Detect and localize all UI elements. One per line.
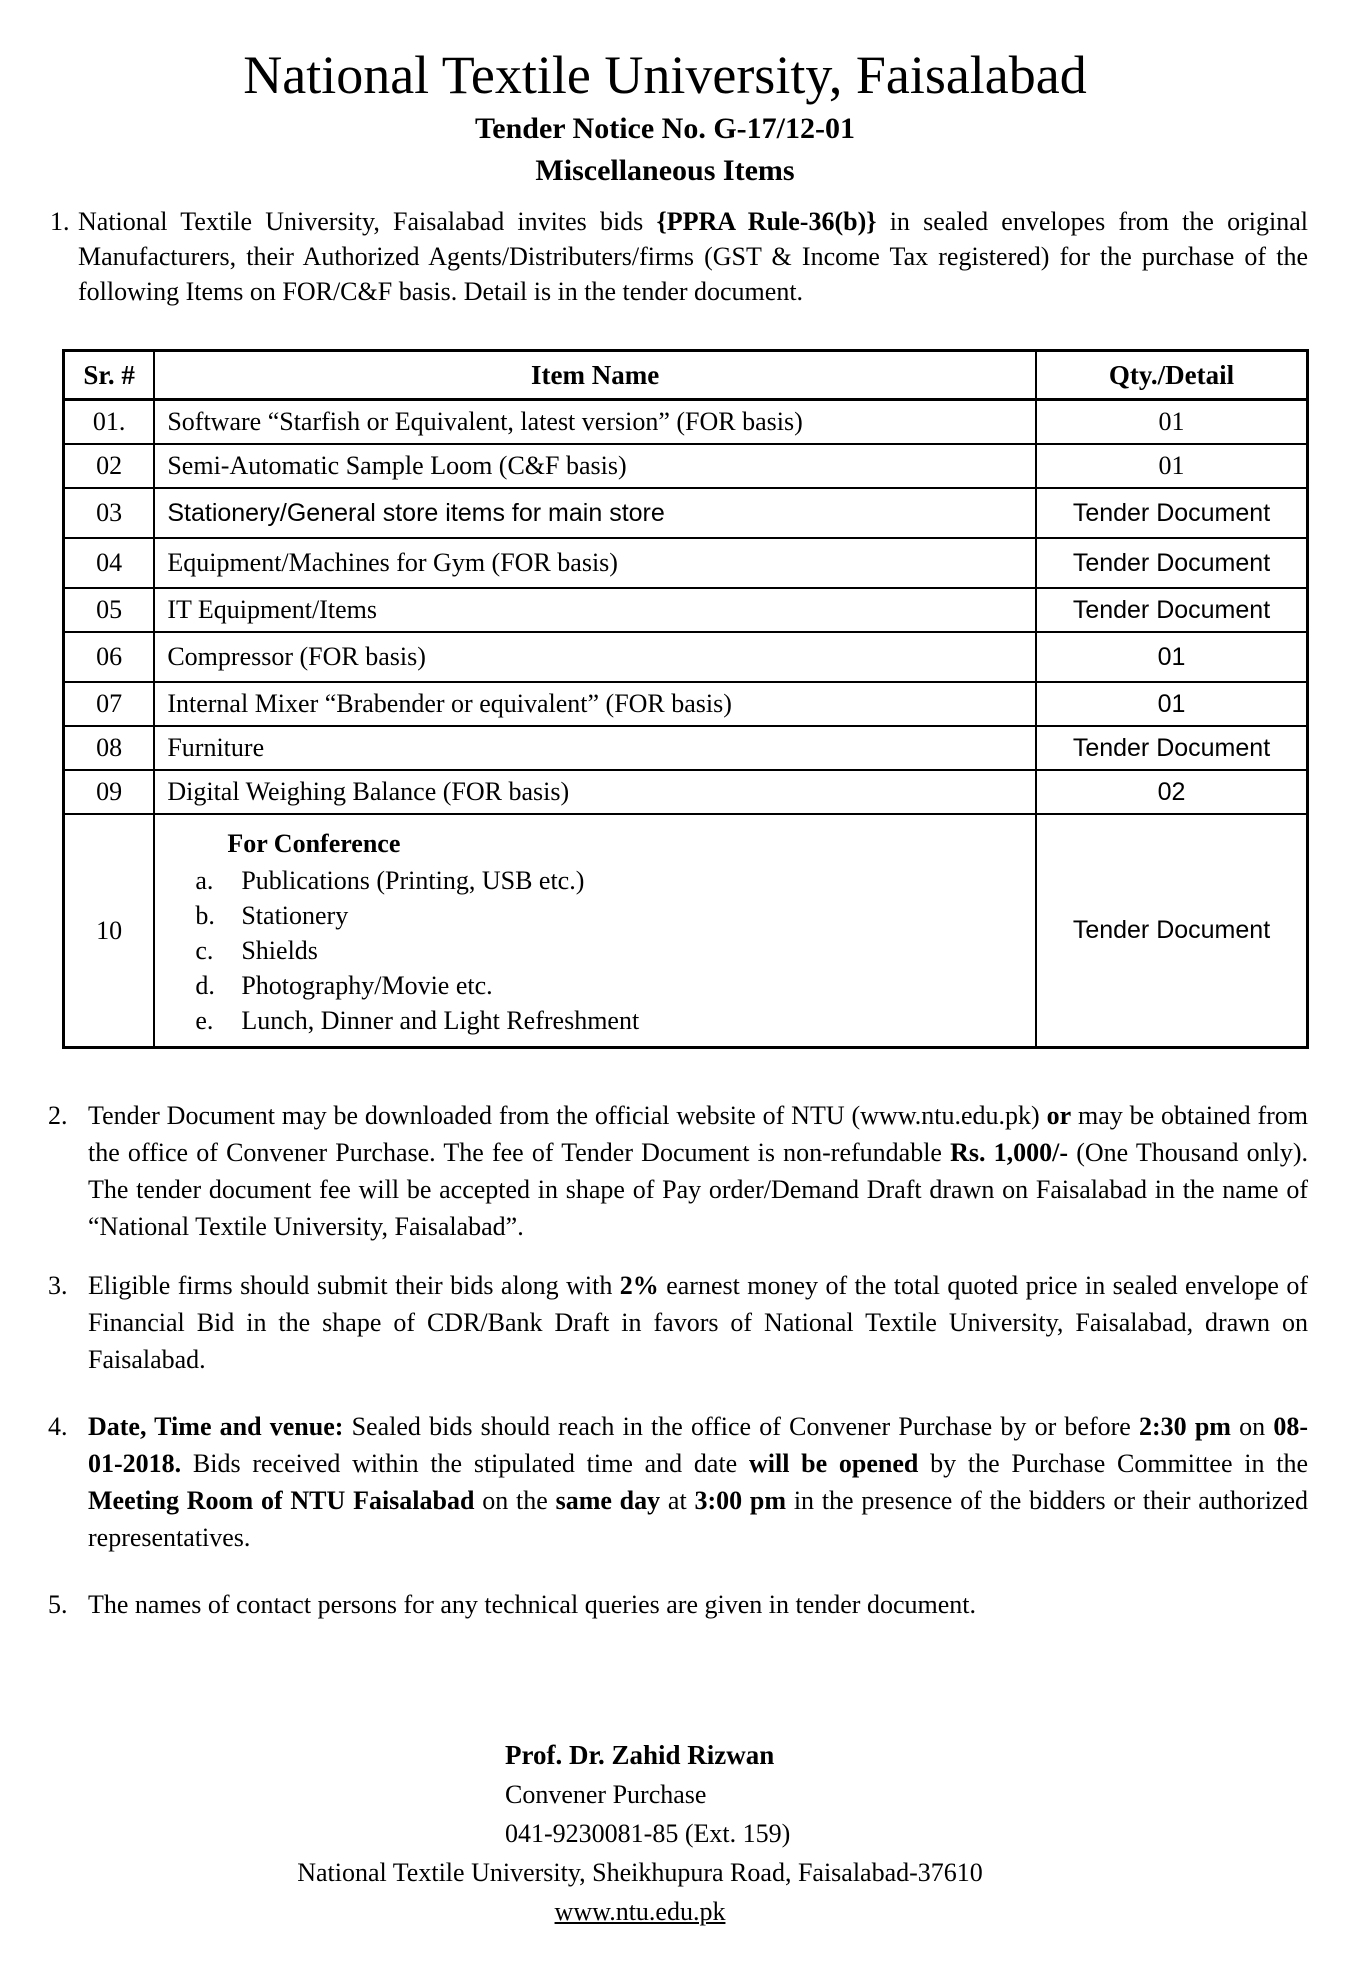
tender-category: Miscellaneous Items	[535, 153, 795, 187]
row7-qty: 01	[1036, 682, 1308, 726]
conference-item	[167, 968, 1034, 1003]
row3-qty: Tender Document	[1036, 488, 1308, 538]
paragraph-1	[0, 204, 1330, 309]
table-row	[64, 682, 1308, 726]
website-link: www.ntu.edu.pk	[554, 1897, 726, 1927]
row6-qty: 01	[1036, 632, 1308, 682]
conference-item-text: Publications (Printing, USB etc.)	[241, 866, 585, 896]
signature-block	[505, 1736, 1330, 1853]
row2-qty: 01	[1036, 444, 1308, 488]
row6-sr: 06	[64, 632, 155, 682]
row8-qty: Tender Document	[1036, 726, 1308, 770]
paragraph-1-text: National Textile University, Faisalabad invites bids {PPRA Rule-36(b)} in sealed envelopes from the original Manufacturers, their Authorized Agents/Distributers/firms (GST & Income Tax registered) for the purchase of the following Items on FOR/C&F basis. Detail is in the tender document.	[78, 207, 1308, 307]
row5-qty: Tender Document	[1036, 588, 1308, 632]
table-row	[64, 726, 1308, 770]
table-row	[64, 770, 1308, 814]
paragraph-2-text: Tender Document may be downloaded from the official website of NTU (www.ntu.edu.pk) or may be obtained from the office of Convener Purchase. The fee of Tender Document is non-refundable Rs. 1,000/- (One Thousand only). The tender document fee will be accepted in shape of Pay order/Demand Draft drawn on Faisalabad in the name of “National Textile University, Faisalabad”.	[88, 1101, 1308, 1242]
university-address: National Textile University, Sheikhupura Road, Faisalabad-37610	[297, 1858, 983, 1888]
tender-notice-number: Tender Notice No. G-17/12-01	[475, 112, 855, 146]
table-row	[64, 444, 1308, 488]
paragraph-5	[0, 1586, 1330, 1623]
row9-qty: 02	[1036, 770, 1308, 814]
conference-item-text: Photography/Movie etc.	[241, 971, 493, 1001]
paragraph-5-number: 5.	[48, 1590, 68, 1620]
document-content	[0, 46, 1330, 1931]
signature-footer	[0, 1736, 1330, 1931]
row4-sr: 04	[64, 538, 155, 588]
conference-item-letter: d.	[195, 971, 215, 1001]
conference-item-text: Lunch, Dinner and Light Refreshment	[241, 1006, 640, 1036]
conference-item-letter: a.	[195, 866, 214, 896]
conference-item	[167, 933, 1034, 968]
conference-item-text: Stationery	[241, 901, 349, 931]
row4-qty: Tender Document	[1036, 538, 1308, 588]
row5-item: IT Equipment/Items	[154, 588, 1036, 632]
table-row	[64, 632, 1308, 682]
row9-sr: 09	[64, 770, 155, 814]
paragraph-3	[0, 1267, 1330, 1378]
row1-sr: 01.	[64, 400, 155, 445]
row3-item: Stationery/General store items for main store	[154, 488, 1036, 538]
conference-item	[167, 898, 1034, 933]
table-row-conference	[64, 814, 1308, 1048]
row1-qty: 01	[1036, 400, 1308, 445]
conference-item-letter: b.	[195, 901, 215, 931]
paragraph-4-text: Date, Time and venue: Sealed bids should reach in the office of Convener Purchase by or before 2:30 pm on 08-01-2018. Bids received within the stipulated time and date will be opened by the Purchase Committee in the Meeting Room of NTU Faisalabad on the same day at 3:00 pm in the presence of the bidders or their authorized representatives.	[88, 1412, 1309, 1553]
row9-item: Digital Weighing Balance (FOR basis)	[154, 770, 1036, 814]
conference-heading: For Conference	[227, 829, 401, 859]
row7-item: Internal Mixer “Brabender or equivalent” (FOR basis)	[154, 682, 1036, 726]
paragraph-3-text: Eligible firms should submit their bids along with 2% earnest money of the total quoted price in sealed envelope of Financial Bid in the shape of CDR/Bank Draft in favors of National Textile University, Faisalabad, drawn on Faisalabad.	[88, 1271, 1308, 1375]
contact-name: Prof. Dr. Zahid Rizwan	[505, 1740, 775, 1771]
table-row	[64, 538, 1308, 588]
row6-item: Compressor (FOR basis)	[154, 632, 1036, 682]
row2-item: Semi-Automatic Sample Loom (C&F basis)	[154, 444, 1036, 488]
paragraph-4	[0, 1408, 1330, 1556]
table-header-row	[64, 351, 1308, 400]
row8-sr: 08	[64, 726, 155, 770]
table-row	[64, 488, 1308, 538]
row2-sr: 02	[64, 444, 155, 488]
conference-item-text: Shields	[241, 936, 318, 966]
page-title: National Textile University, Faisalabad	[243, 45, 1087, 105]
row5-sr: 05	[64, 588, 155, 632]
header-qty-detail: Qty./Detail	[1036, 351, 1308, 400]
row4-item: Equipment/Machines for Gym (FOR basis)	[154, 538, 1036, 588]
conference-item-letter: e.	[195, 1006, 214, 1036]
conference-item	[167, 1003, 1034, 1038]
conference-item-letter: c.	[195, 936, 214, 966]
conference-item	[167, 863, 1034, 898]
items-table	[62, 349, 1309, 1049]
row1-item: Software “Starfish or Equivalent, latest version” (FOR basis)	[154, 400, 1036, 445]
contact-designation: Convener Purchase	[505, 1780, 707, 1810]
paragraph-2	[0, 1097, 1330, 1245]
row10-item	[154, 814, 1036, 1048]
row10-qty: Tender Document	[1036, 814, 1308, 1048]
row8-item: Furniture	[154, 726, 1036, 770]
row3-sr: 03	[64, 488, 155, 538]
contact-phone: 041-9230081-85 (Ext. 159)	[505, 1819, 791, 1849]
paragraph-1-number: 1.	[50, 207, 70, 237]
row7-sr: 07	[64, 682, 155, 726]
table-row	[64, 400, 1308, 445]
table-row	[64, 588, 1308, 632]
header-sr: Sr. #	[64, 351, 155, 400]
paragraph-2-number: 2.	[48, 1101, 68, 1131]
paragraph-3-number: 3.	[48, 1271, 68, 1301]
paragraph-5-text: The names of contact persons for any technical queries are given in tender document.	[88, 1590, 976, 1620]
header-item-name: Item Name	[154, 351, 1036, 400]
row10-sr: 10	[64, 814, 155, 1048]
paragraph-4-number: 4.	[48, 1412, 68, 1442]
